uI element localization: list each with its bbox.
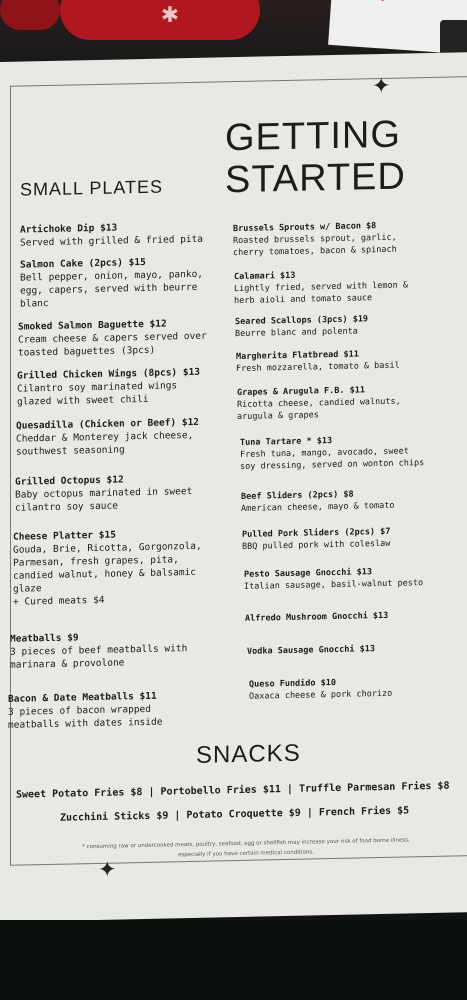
sparkle-icon: ✦ (372, 73, 391, 100)
item-name: Brussels Sprouts w/ Bacon $8 (233, 221, 377, 235)
red-object (0, 0, 60, 30)
menu-item (237, 384, 401, 423)
menu-item (242, 526, 390, 553)
item-name: Seared Scallops (3pcs) $19 (235, 314, 369, 328)
item-desc: Cilantro soy marinated wings glazed with sweet chili (17, 380, 178, 408)
item-name: Quesadilla (Chicken or Beef) $12 (16, 416, 200, 432)
item-desc: Fresh mozzarella, tomato & basil (236, 360, 400, 375)
getting-started-title (225, 113, 406, 201)
title-line-1: GETTING (225, 113, 401, 160)
item-name: Calamari $13 (234, 270, 296, 283)
item-desc: Baby octopus marinated in sweet cilantro soy sauce (15, 485, 193, 514)
menu-page (0, 52, 467, 922)
item-desc: Fresh tuna, mango, avocado, sweet soy dressing, served on wonton chips (240, 446, 425, 472)
item-desc: Served with grilled & fried pita (20, 233, 204, 249)
item-desc: Beurre blanc and polenta (235, 326, 358, 340)
food-safety-disclaimer: * consuming raw or undercooked meats, poultry, seafood, egg or shellfish may increase your risk of food borne illness, especially if you have certain medical conditions. (82, 837, 410, 859)
menu-item (244, 565, 423, 593)
menu-item (13, 527, 202, 609)
snacks-title: SNACKS (196, 739, 301, 769)
item-name: Grilled Chicken Wings (8pcs) $13 (17, 366, 201, 382)
snacks-line-2: Zucchini Sticks $9 | Potato Croquette $9 | French Fries $5 (60, 805, 410, 824)
item-desc: Cheddar & Monterey jack cheese, southwest seasoning (16, 429, 194, 458)
menu-item (236, 348, 400, 375)
item-desc: Gouda, Brie, Ricotta, Gorgonzola, Parmesan, fresh grapes, pita, candied walnut, honey & balsamic glaze + Cured meats $4 (13, 540, 202, 608)
item-name: Pulled Pork Sliders (2pcs) $7 (242, 526, 391, 540)
item-desc: Roasted brussels sprout, garlic, cherry tomatoes, bacon & spinach (233, 232, 397, 259)
item-name: Grapes & Arugula F.B. $11 (237, 385, 365, 399)
menu-item (20, 255, 203, 311)
menu-item (20, 220, 203, 250)
item-desc: Oaxaca cheese & pork chorizo (249, 688, 393, 702)
item-name: Meatballs $9 (10, 632, 79, 645)
sparkle-icon: ✦ (98, 857, 117, 883)
table-shadow (0, 920, 467, 1000)
menu-item (17, 366, 200, 409)
item-name: Artichoke Dip $13 (20, 222, 118, 236)
item-name: Grilled Octopus $12 (15, 474, 124, 488)
item-name: Smoked Salmon Baguette $12 (18, 318, 167, 333)
item-desc: 3 pieces of bacon wrapped meatballs with dates inside (8, 703, 163, 731)
menu-item (234, 267, 408, 307)
item-desc: Ricotta cheese, candied walnuts, arugula & grapes (237, 396, 401, 423)
menu-item (241, 488, 395, 515)
item-desc: Cream cheese & capers served over toasted baguettes (3pcs) (18, 330, 207, 359)
small-plates-title: SMALL PLATES (20, 176, 164, 200)
menu-item (16, 416, 199, 459)
menu-item (8, 690, 162, 732)
item-name: Alfredo Mushroom Gnocchi $13 (245, 610, 389, 624)
item-desc: BBQ pulled pork with coleslaw (242, 538, 391, 552)
snacks-line-1: Sweet Potato Fries $8 | Portobello Fries $11 | Truffle Parmesan Fries $8 (16, 780, 450, 801)
item-desc: 3 pieces of beef meatballs with marinara & provolone (10, 643, 188, 671)
item-desc: American cheese, mayo & tomato (241, 500, 395, 514)
item-desc: Lightly fried, served with lemon & herb aioli and tomato sauce (234, 280, 408, 307)
item-name: Vodka Sausage Gnocchi $13 (247, 644, 375, 657)
menu-item (15, 472, 192, 515)
item-name: Tuna Tartare * $13 (240, 436, 333, 448)
item-desc: Bell pepper, onion, mayo, panko, egg, capers, served with beurre blanc (20, 268, 204, 310)
flower-logo-icon: ✱ (161, 0, 179, 29)
menu-item (18, 317, 207, 360)
item-name: Bacon & Date Meatballs $11 (8, 690, 157, 705)
item-name: Salmon Cake (2pcs) $15 (20, 256, 146, 271)
item-name: Margherita Flatbread $11 (236, 349, 359, 363)
menu-item (10, 629, 187, 672)
menu-item (240, 433, 424, 473)
menu-item (235, 313, 368, 340)
item-name: Queso Fundido $10 (249, 677, 336, 690)
menu-item (249, 676, 392, 703)
title-line-2: STARTED (225, 155, 406, 202)
item-desc: Italian sausage, basil-walnut pesto (244, 578, 424, 592)
item-name: Cheese Platter $15 (13, 529, 116, 543)
item-name: Beef Sliders (2pcs) $8 (241, 489, 354, 502)
item-name: Pesto Sausage Gnocchi $13 (244, 567, 372, 580)
menu-item (233, 220, 397, 259)
